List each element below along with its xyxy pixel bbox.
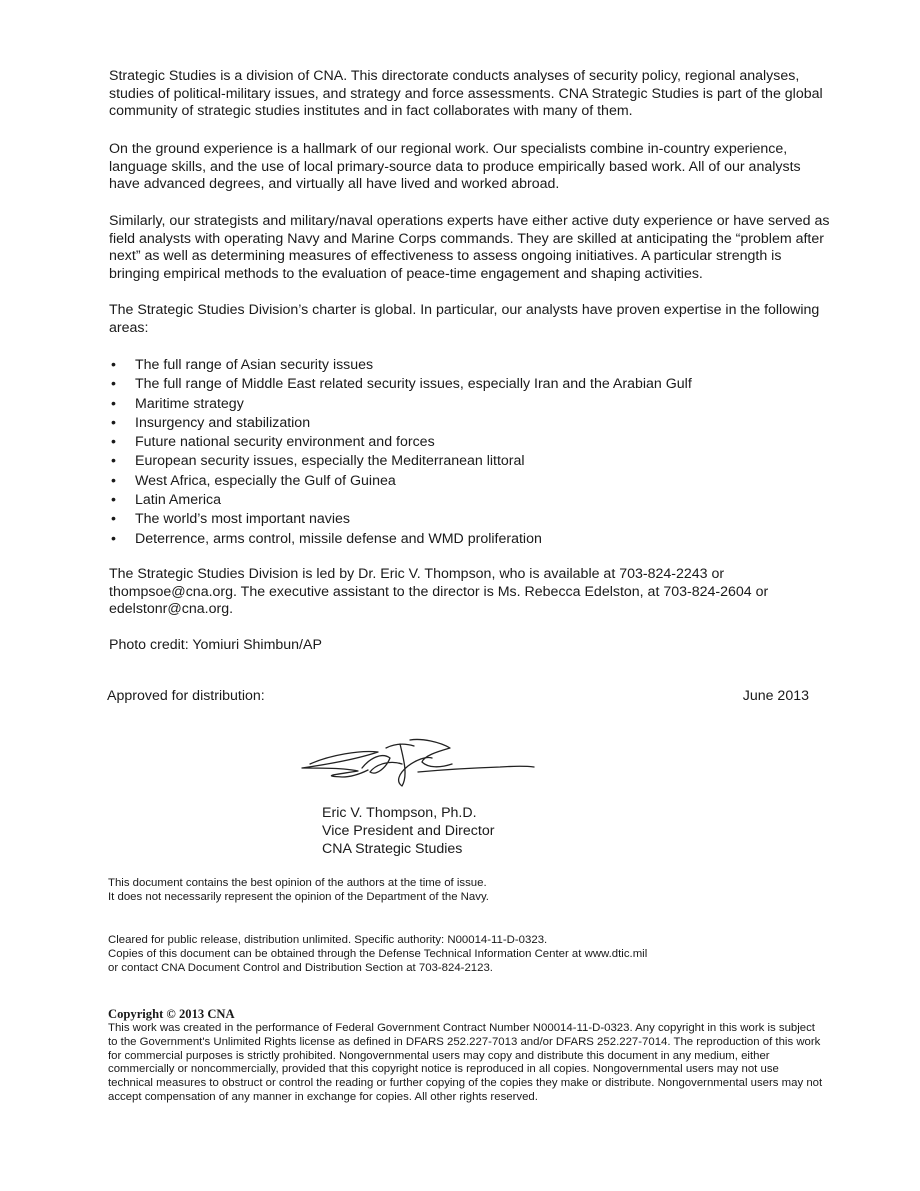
list-item: • The full range of Asian security issues [109,356,831,375]
list-item: • Deterrence, arms control, missile defense and WMD proliferation [109,530,831,549]
list-item: • Maritime strategy [109,395,831,414]
bullet-icon: • [111,434,116,451]
bullet-icon: • [111,472,116,489]
photo-credit: Photo credit: Yomiuri Shimbun/AP [109,637,322,653]
paragraph-strategists: Similarly, our strategists and military/naval operations experts have either active duty experience or have served as field analysts with operating Navy and Marine Corps commands. They are skilled at anticipating the “problem after next” as well as determining measures of effectiveness to assess ongoing initiatives. A particular strength is bringing empirical methods to the evaluation of peace-time engagement and shaping activities. [109,213,830,282]
list-item: • Future national security environment and forces [109,433,831,452]
bullet-icon: • [111,511,116,528]
bullet-icon: • [111,376,116,393]
expertise-list [109,356,831,549]
copyright-body: This work was created in the performance of Federal Government Contract Number N00014-11-D-0323. Any copyright in this work is subject to the Government's Unlimited Rights license as defined in DFARS 252.227-7013 and/or DFARS 252.227-7014. The reproduction of this work for commercial purposes is strictly prohibited. Nongovernmental users may copy and distribute this document in any medium, either commercially or noncommercially, provided that this copyright notice is reproduced in all copies. Nongovernmental users may not use technical measures to obstruct or control the reading or further copying of the copies they make or distribute. Nongovernmental users may not accept compensation of any manner in exchange for copies. All other rights reserved. [108,1022,823,1103]
bullet-icon: • [111,530,116,547]
bullet-icon: • [111,357,116,373]
bullet-icon: • [111,492,116,509]
signer-block [322,804,494,859]
paragraph-charter: The Strategic Studies Division’s charter is global. In particular, our analysts have proven expertise in the following areas: [109,302,820,336]
paragraph-ground-experience: On the ground experience is a hallmark of our regional work. Our specialists combine in-country experience, language skills, and the use of local primary-source data to produce empirically based work. All of our analysts have advanced degrees, and virtually all have lived and worked abroad. [109,141,801,193]
signer-name: Eric V. Thompson, Ph.D. [322,805,477,821]
approval-label: Approved for distribution: [107,688,265,704]
signer-title: Vice President and Director [322,823,495,840]
list-item: • The world’s most important navies [109,510,831,529]
copyright-heading: Copyright © 2013 CNA [108,1007,235,1021]
bullet-icon: • [111,395,116,412]
list-item: • The full range of Middle East related security issues, especially Iran and the Arabian Gulf [109,375,831,394]
paragraph-leadership-contact: The Strategic Studies Division is led by Dr. Eric V. Thompson, who is available at 703-824-2243 or thompsoe@cna.org. The executive assistant to the director is Ms. Rebecca Edelston, at 703-824-2604 or edelstonr@cna.org. [109,566,769,618]
bullet-icon: • [111,453,116,470]
paragraph-division-intro: Strategic Studies is a division of CNA. This directorate conducts analyses of security policy, regional analyses, studies of political-military issues, and strategy and force assessments. CNA Strategic Studies is part of the global community of strategic studies institutes and in fact collaborates with many of them. [109,68,823,120]
list-item: • European security issues, especially the Mediterranean littoral [109,452,831,471]
release-statement: Cleared for public release, distribution unlimited. Specific authority: N00014-11-D-0323. Copies of this document can be obtained through the Defense Technical Information Center at www.dtic.mil or contact CNA Document Control and Distribution Section at 703-824-2123. [108,934,648,974]
bullet-icon: • [111,414,116,431]
opinion-disclaimer: This document contains the best opinion of the authors at the time of issue. It does not necessarily represent the opinion of the Department of the Navy. [108,877,489,903]
list-item: • Latin America [109,491,831,510]
signature-image [290,730,540,790]
signer-organization: CNA Strategic Studies [322,841,463,858]
list-item: • West Africa, especially the Gulf of Guinea [109,472,831,491]
list-item: • Insurgency and stabilization [109,414,831,433]
approval-date: June 2013 [742,688,809,704]
